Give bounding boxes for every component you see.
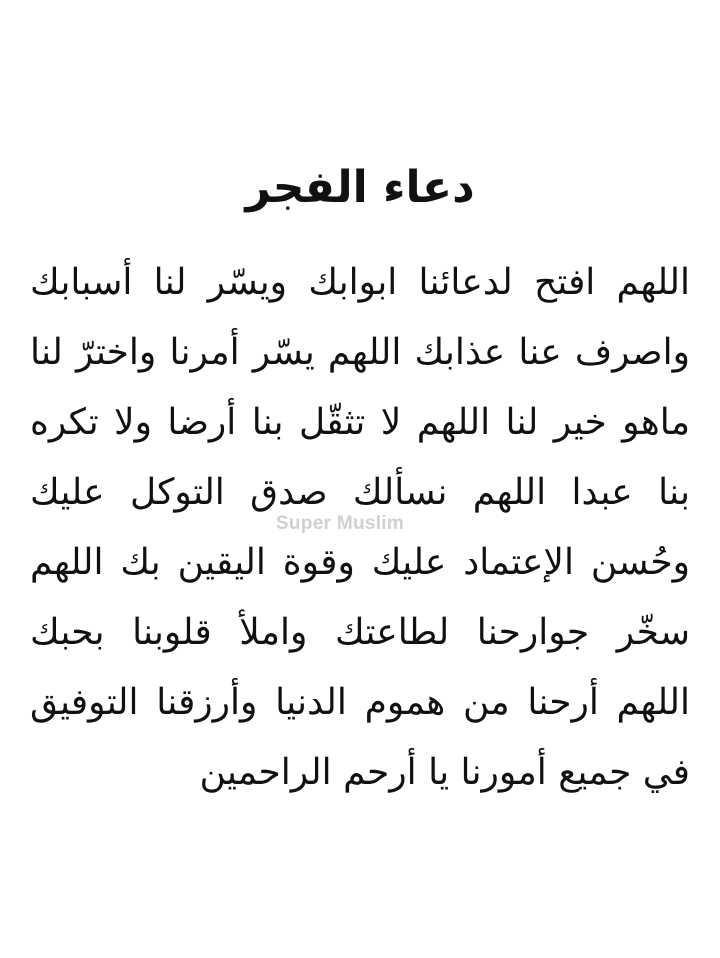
prayer-line-8: في جميع أمورنا يا أرحم الراحمين <box>199 752 690 793</box>
prayer-line-1: اللهم افتح لدعائنا ابوابك ويسّر لنا أسبابك <box>30 262 690 303</box>
prayer-line-3: ماهو خير لنا اللهم لا تثقّل بنا أرضا ولا تكره <box>30 402 690 443</box>
page-title: دعاء الفجر <box>245 162 475 213</box>
prayer-line-6: سخّر جوارحنا لطاعتك واملأ قلوبنا بحبك <box>30 612 690 653</box>
watermark: Super Muslim <box>275 513 405 534</box>
prayer-line-4: بنا عبدا اللهم نسألك صدق التوكل عليك <box>30 472 690 513</box>
prayer-line-2: واصرف عنا عذابك اللهم يسّر أمرنا واخترّ لنا <box>30 332 690 373</box>
prayer-line-7: اللهم أرحنا من هموم الدنيا وأرزقنا التوفيق <box>30 682 690 723</box>
prayer-line-5: وحُسن الإعتماد عليك وقوة اليقين بك اللهم <box>30 542 690 583</box>
